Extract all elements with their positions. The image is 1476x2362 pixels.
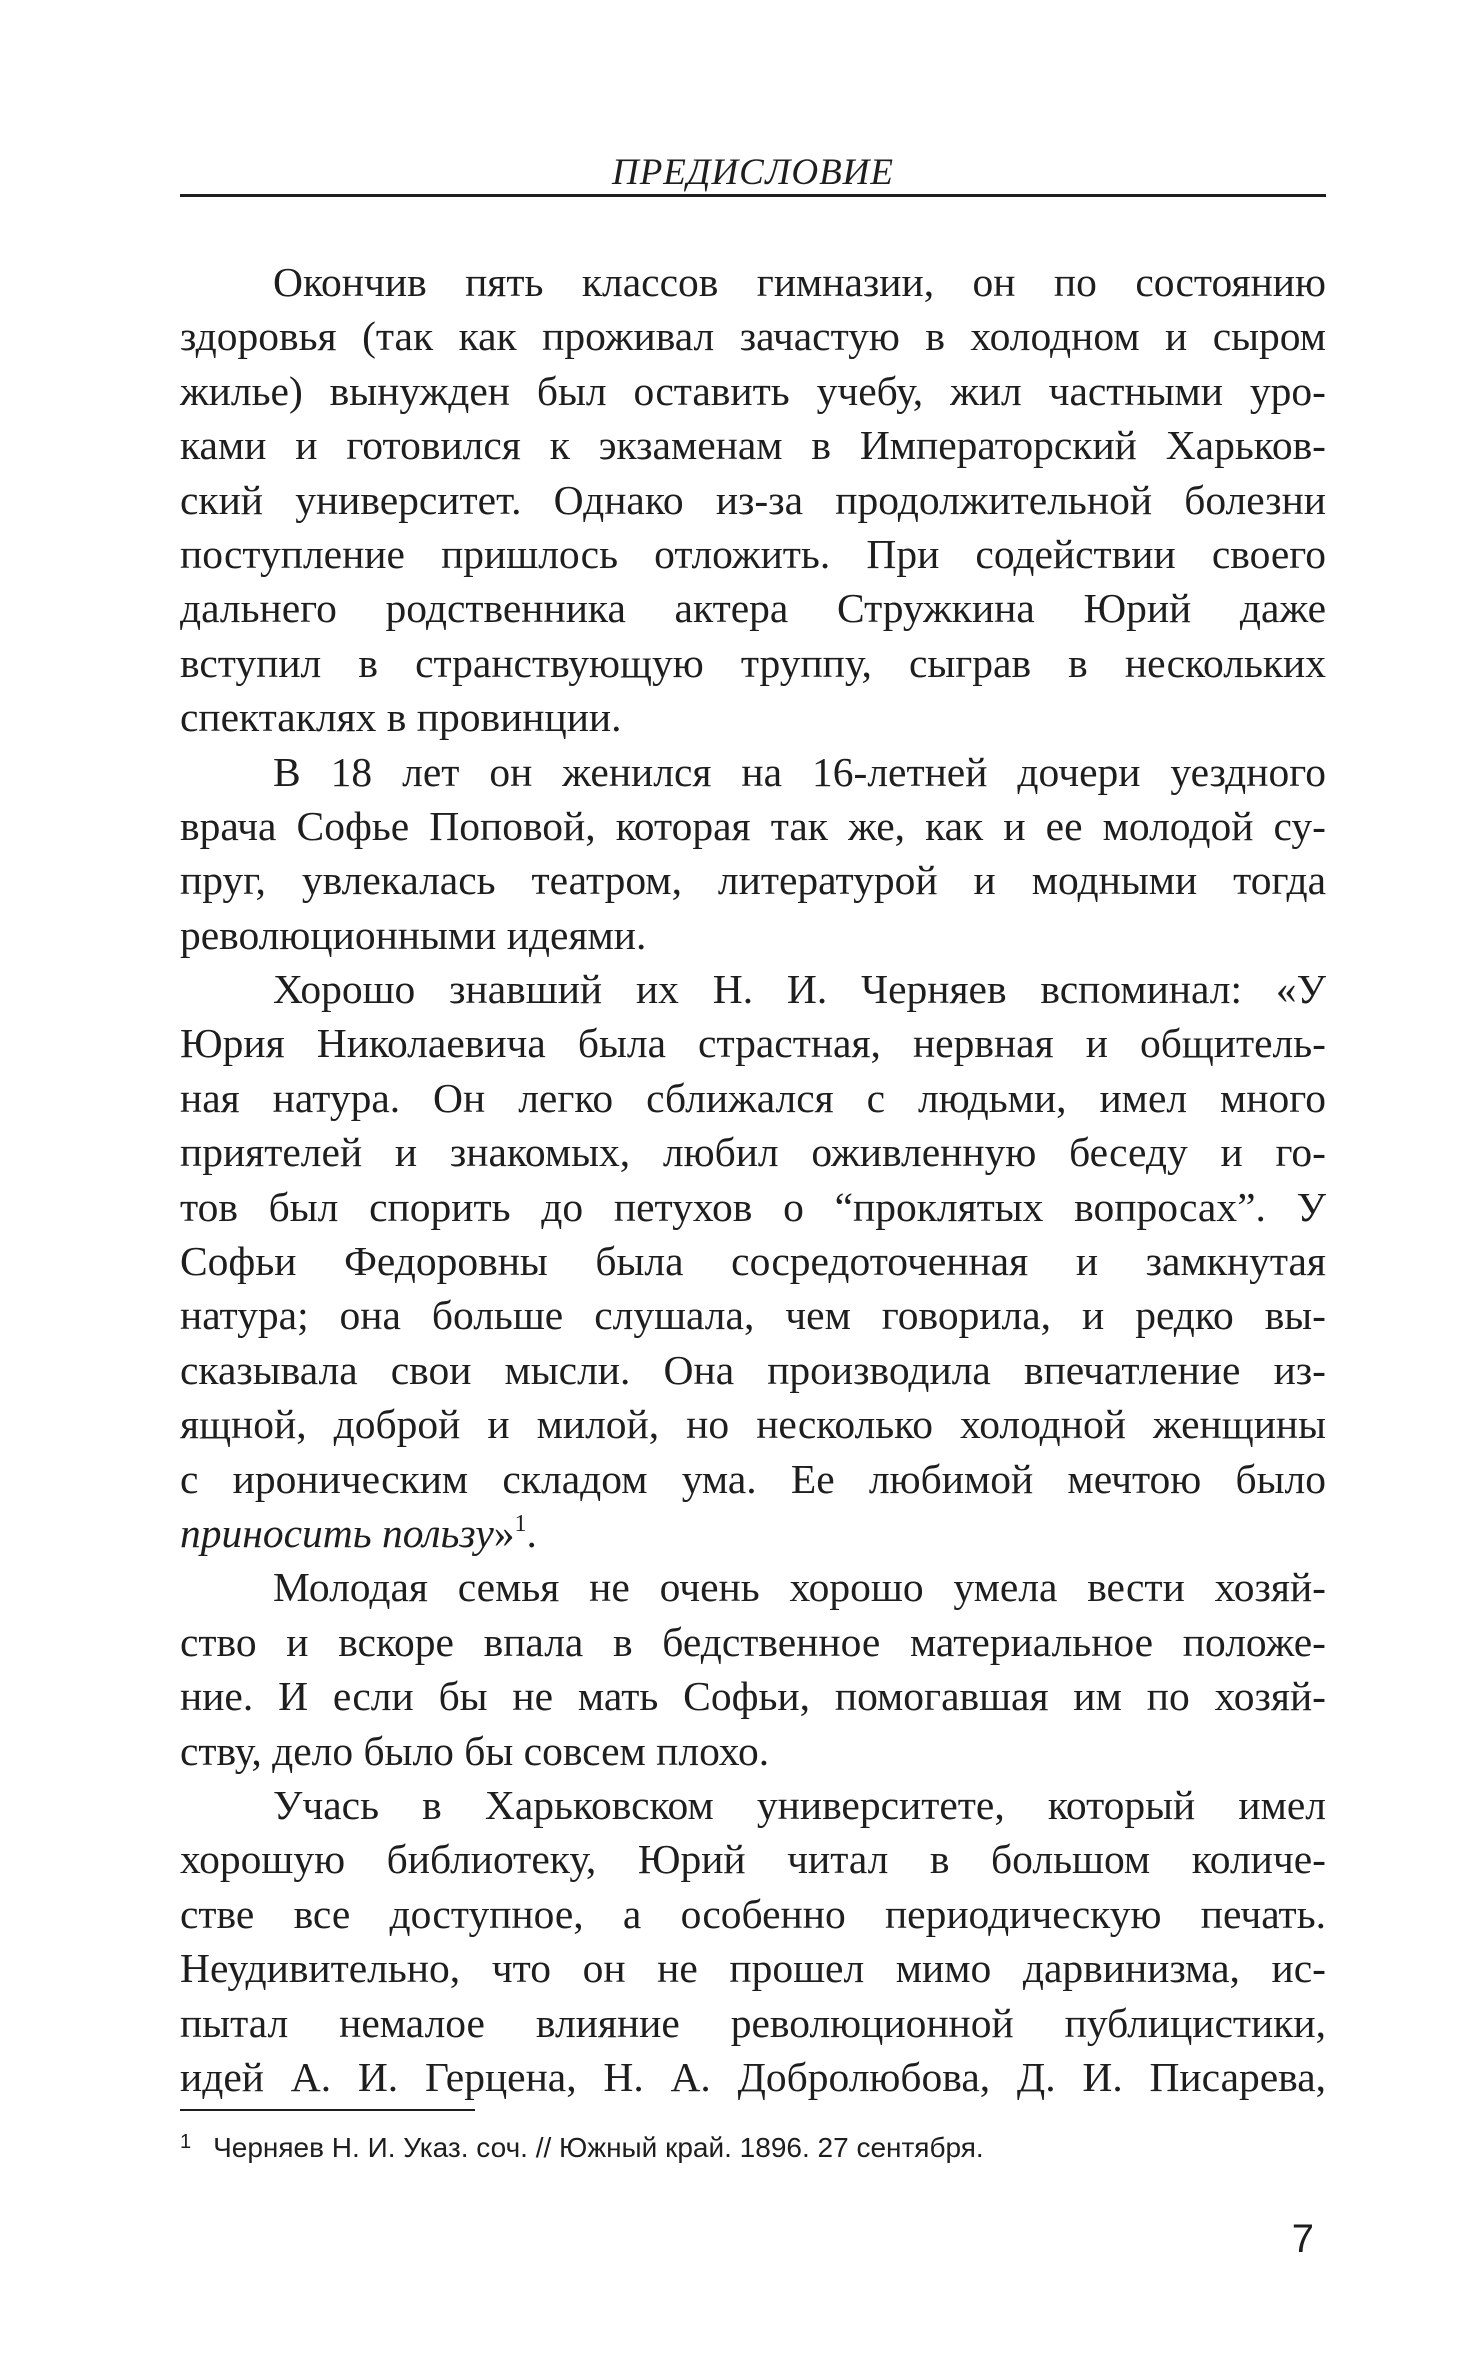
text-line: Юрия Николаевича была страстная, нервная и общитель- xyxy=(180,1020,1326,1067)
text-line: врача Софье Поповой, которая так же, как и ее молодой су- xyxy=(180,802,1326,849)
text-line: ние. И если бы не мать Софьи, помогавшая им по хозяй- xyxy=(180,1673,1326,1720)
text-line: ский университет. Однако из-за продолжительной болезни xyxy=(180,476,1326,523)
text-line: вступил в странствующую труппу, сыграв в нескольких xyxy=(180,639,1326,686)
quote-end-italic: приносить пользу xyxy=(180,1509,494,1556)
text-line: здоровья (так как проживал зачастую в холодном и сыром xyxy=(180,313,1326,360)
body-text xyxy=(180,255,1326,2104)
text-line: ная натура. Он легко сближался с людьми, имел много xyxy=(180,1074,1326,1121)
footnote xyxy=(180,2124,984,2166)
text-line: Учась в Харьковском университете, который имел xyxy=(273,1781,1326,1828)
text-line: сказывала свои мысли. Она производила впечатление из- xyxy=(180,1346,1326,1393)
text-line: Окончив пять классов гимназии, он по состоянию xyxy=(273,259,1326,305)
text-line: революционными идеями. xyxy=(180,911,647,958)
text-line: натура; она больше слушала, чем говорила, и редко вы- xyxy=(180,1292,1326,1339)
text-line: стве все доступное, а особенно периодическую печать. xyxy=(180,1890,1326,1937)
text-line: Неудивительно, что он не прошел мимо дарвинизма, ис- xyxy=(180,1945,1326,1992)
quote-end-line xyxy=(180,1506,1326,1560)
text-line: ству, дело было бы совсем плохо. xyxy=(180,1727,770,1774)
text-line: с ироническим складом ума. Ее любимой мечтою было xyxy=(180,1455,1326,1502)
text-line: тов был спорить до петухов о “проклятых вопросах”. У xyxy=(180,1183,1326,1230)
period: . xyxy=(526,1509,537,1556)
running-head: ПРЕДИСЛОВИЕ xyxy=(611,152,894,193)
text-line: Молодая семья не очень хорошо умела вести хозяй- xyxy=(273,1564,1326,1611)
text-line: приятелей и знакомых, любил оживленную беседу и го- xyxy=(180,1129,1326,1176)
footnote-reference: 1 xyxy=(514,1510,527,1537)
text-line: Софьи Федоровны была сосредоточенная и замкнутая xyxy=(180,1238,1326,1285)
text-line: дальнего родственника актера Стружкина Юрий даже xyxy=(180,585,1326,632)
text-line: Хорошо знавший их Н. И. Черняев вспоминал: «У xyxy=(273,966,1326,1013)
text-line: пруг, увлекалась театром, литературой и модными тогда xyxy=(180,857,1326,904)
text-line: ящной, доброй и милой, но несколько холодной женщины xyxy=(180,1401,1326,1448)
text-line: ство и вскоре впала в бедственное материальное положе- xyxy=(180,1618,1326,1665)
footnote-rule xyxy=(180,2109,475,2111)
footnote-text: Черняев Н. И. Указ. соч. // Южный край. 1896. 27 сентября. xyxy=(213,2132,984,2163)
closing-quote: » xyxy=(493,1509,515,1556)
text-line: идей А. И. Герцена, Н. А. Добролюбова, Д. И. Писарева, xyxy=(180,2053,1326,2100)
header-rule xyxy=(180,194,1326,197)
text-line: спектаклях в провинции. xyxy=(180,694,622,741)
text-line: пытал немалое влияние революционной публицистики, xyxy=(180,1999,1326,2046)
text-line: ками и готовился к экзаменам в Императорский Харьков- xyxy=(180,422,1326,469)
text-line: В 18 лет он женился на 16-летней дочери уездного xyxy=(273,748,1326,795)
text-line: жилье) вынужден был оставить учебу, жил частными уро- xyxy=(180,367,1326,414)
page-number: 7 xyxy=(1291,2217,1314,2261)
text-line: поступление пришлось отложить. При содействии своего xyxy=(180,530,1326,577)
footnote-mark: 1 xyxy=(180,2131,192,2153)
text-line: хорошую библиотеку, Юрий читал в большом количе- xyxy=(180,1836,1326,1883)
